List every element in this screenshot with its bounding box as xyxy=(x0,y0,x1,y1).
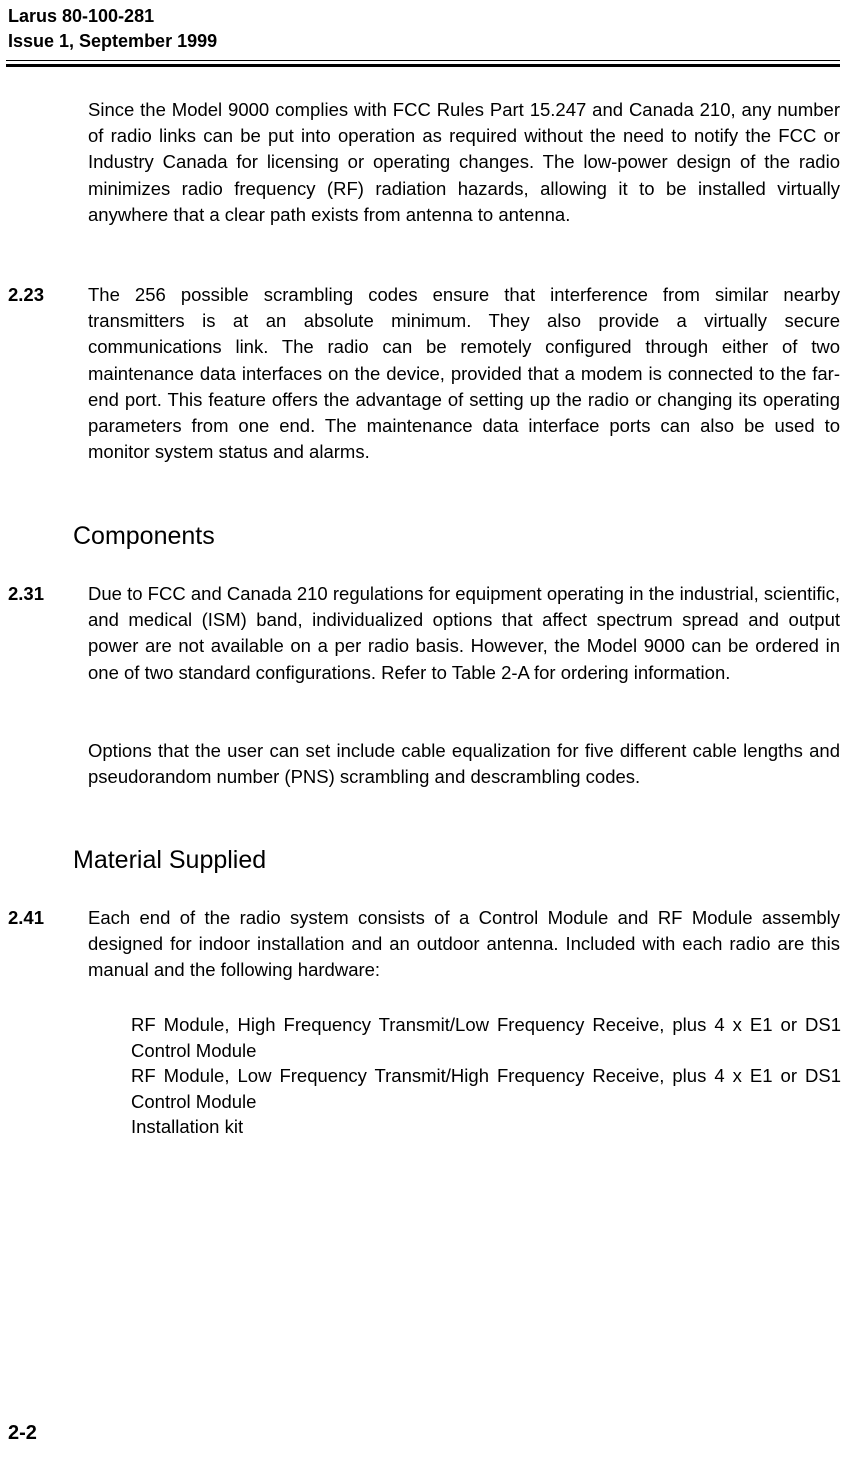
components-heading: Components xyxy=(73,522,215,550)
page-number: 2-2 xyxy=(8,1422,37,1444)
intro-paragraph: Since the Model 9000 complies with FCC Rules Part 15.247 and Canada 210, any number of radio links can be put into operation as required without the need to notify the FCC or Industry Canada for licensing or operating changes. The low-power design of the radio minimizes radio frequency (RF) radiation hazards, allowing it to be installed virtually anywhere that a clear path exists from antenna to antenna. xyxy=(88,99,840,225)
paragraph-2-41: Each end of the radio system consists of a Control Module and RF Module assembly designed for indoor installation and an outdoor antenna. Included with each radio are this manual and the following hardware: xyxy=(88,907,840,981)
header-rule-thick xyxy=(6,64,840,67)
issue-date: Issue 1, September 1999 xyxy=(8,31,218,51)
paragraph-number-2-23: 2.23 xyxy=(8,284,45,305)
list-item: Installation kit xyxy=(131,1116,244,1137)
document-number: Larus 80-100-281 xyxy=(8,6,155,26)
paragraph-number-2-31: 2.31 xyxy=(8,583,45,604)
material-supplied-heading: Material Supplied xyxy=(73,846,267,874)
paragraph-2-23: The 256 possible scrambling codes ensure that interference from similar nearby transmitters is at an absolute minimum. They also provide a virtually secure communications link. The radio can be remotely configured through either of two maintenance data interfaces on the device, provided that a modem is connected to the far-end port. This feature offers the advantage of setting up the radio or changing its operating parameters from one end. The maintenance data interface ports can also be used to monitor system status and alarms. xyxy=(88,284,840,463)
list-item: RF Module, Low Frequency Transmit/High Frequency Receive, plus 4 x E1 or DS1 Control Module xyxy=(131,1065,841,1112)
paragraph-number-2-41: 2.41 xyxy=(8,907,45,928)
hardware-list xyxy=(131,1012,841,1140)
paragraph-2-31: Due to FCC and Canada 210 regulations for equipment operating in the industrial, scientific, and medical (ISM) band, individualized options that affect spectrum spread and output power are not available on a per radio basis. However, the Model 9000 can be ordered in one of two standard configurations. Refer to Table 2-A for ordering information. xyxy=(88,583,840,683)
document-header xyxy=(8,4,217,54)
list-item: RF Module, High Frequency Transmit/Low Frequency Receive, plus 4 x E1 or DS1 Control Module xyxy=(131,1014,841,1061)
header-rule-thin xyxy=(6,60,840,61)
options-paragraph: Options that the user can set include cable equalization for five different cable lengths and pseudorandom number (PNS) scrambling and descrambling codes. xyxy=(88,740,840,788)
